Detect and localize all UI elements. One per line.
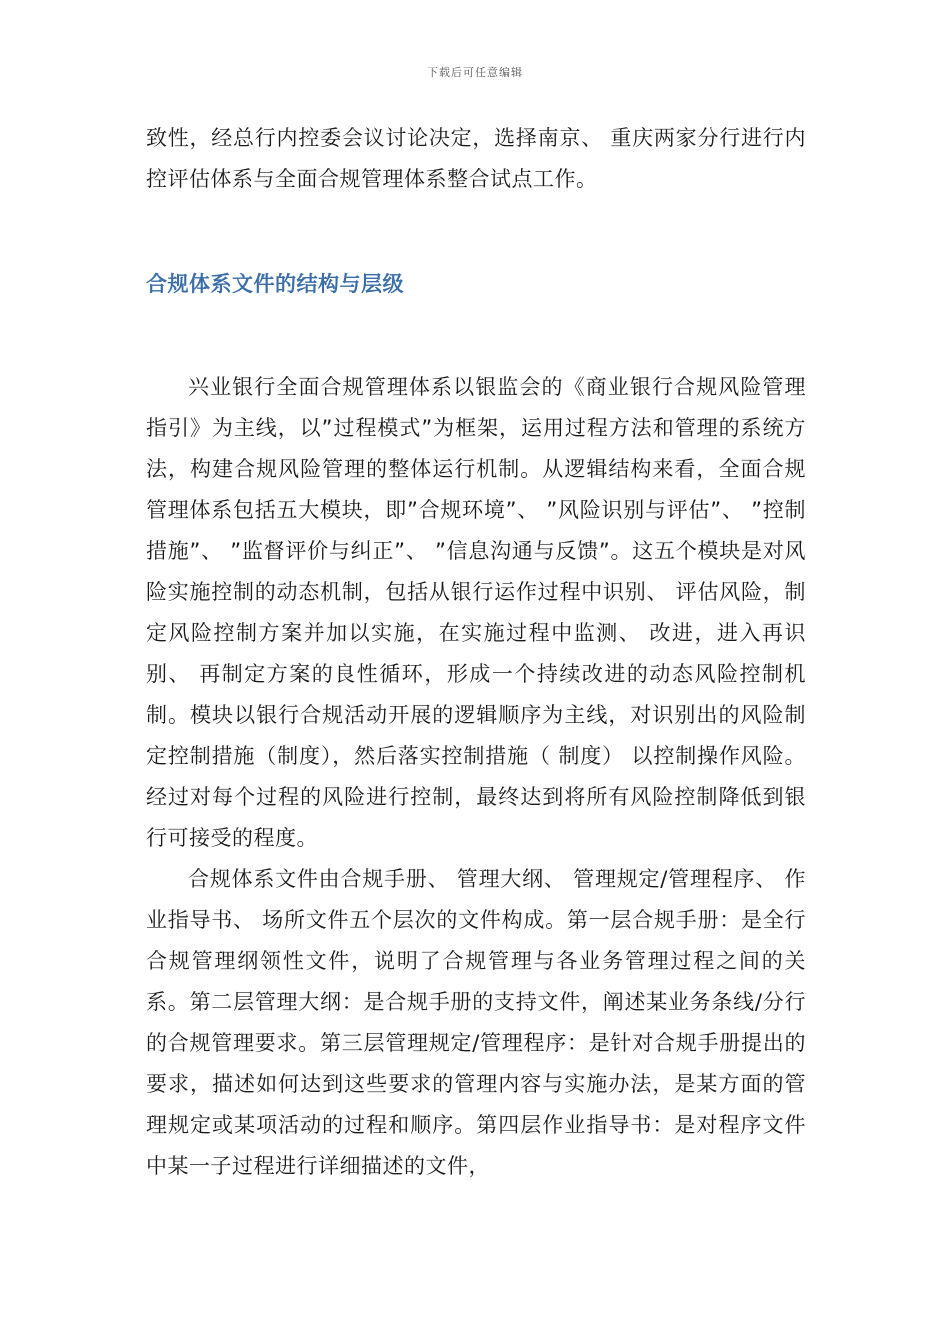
body-paragraph-2: 合规体系文件由合规手册、 管理大纲、 管理规定/管理程序、 作业指导书、 场所文件五个层次的文件构成。第一层合规手册：是全行合规管理纲领性文件，说明了合规管理与各业务管理过程之间的关系。第二层管理大纲：是合规手册的支持文件，阐述某业务条线/分行的合规管理要求。第三层管理规定/管理程序：是针对合规手册提出的要求，描述如何达到这些要求的管理内容与实施办法，是某方面的管理规定或某项活动的过程和顺序。第四层作业指导书：是对程序文件中某一子过程进行详细描述的文件， (146, 867, 806, 1178)
intro-paragraph: 致性，经总行内控委会议讨论决定，选择南京、 重庆两家分行进行内控评估体系与全面合规管理体系整合试点工作。 (146, 126, 806, 191)
section-heading: 合规体系文件的结构与层级 (146, 272, 404, 296)
header-note: 下载后可任意编辑 (427, 66, 523, 79)
body-paragraph-1: 兴业银行全面合规管理体系以银监会的《商业银行合规风险管理指引》为主线，以”过程模式”为框架，运用过程方法和管理的系统方法，构建合规风险管理的整体运行机制。从逻辑结构来看，全面合规管理体系包括五大模块，即”合规环境”、 ”风险识别与评估”、 ”控制措施”、 ”监督评价与纠正”、 ”信息沟通与反馈”。这五个模块是对风险实施控制的动态机制，包括从银行运作过程中识别、 评估风险，制定风险控制方案并加以实施，在实施过程中监测、 改进，进入再识别、 再制定方案的良性循环，形成一个持续改进的动态风险控制机制。模块以银行合规活动开展的逻辑顺序为主线，对识别出的风险制定控制措施（制度），然后落实控制措施（ 制度） 以控制操作风险。经过对每个过程的风险进行控制，最终达到将所有风险控制降低到银行可接受的程度。 (146, 375, 806, 850)
document-body (146, 118, 806, 1187)
